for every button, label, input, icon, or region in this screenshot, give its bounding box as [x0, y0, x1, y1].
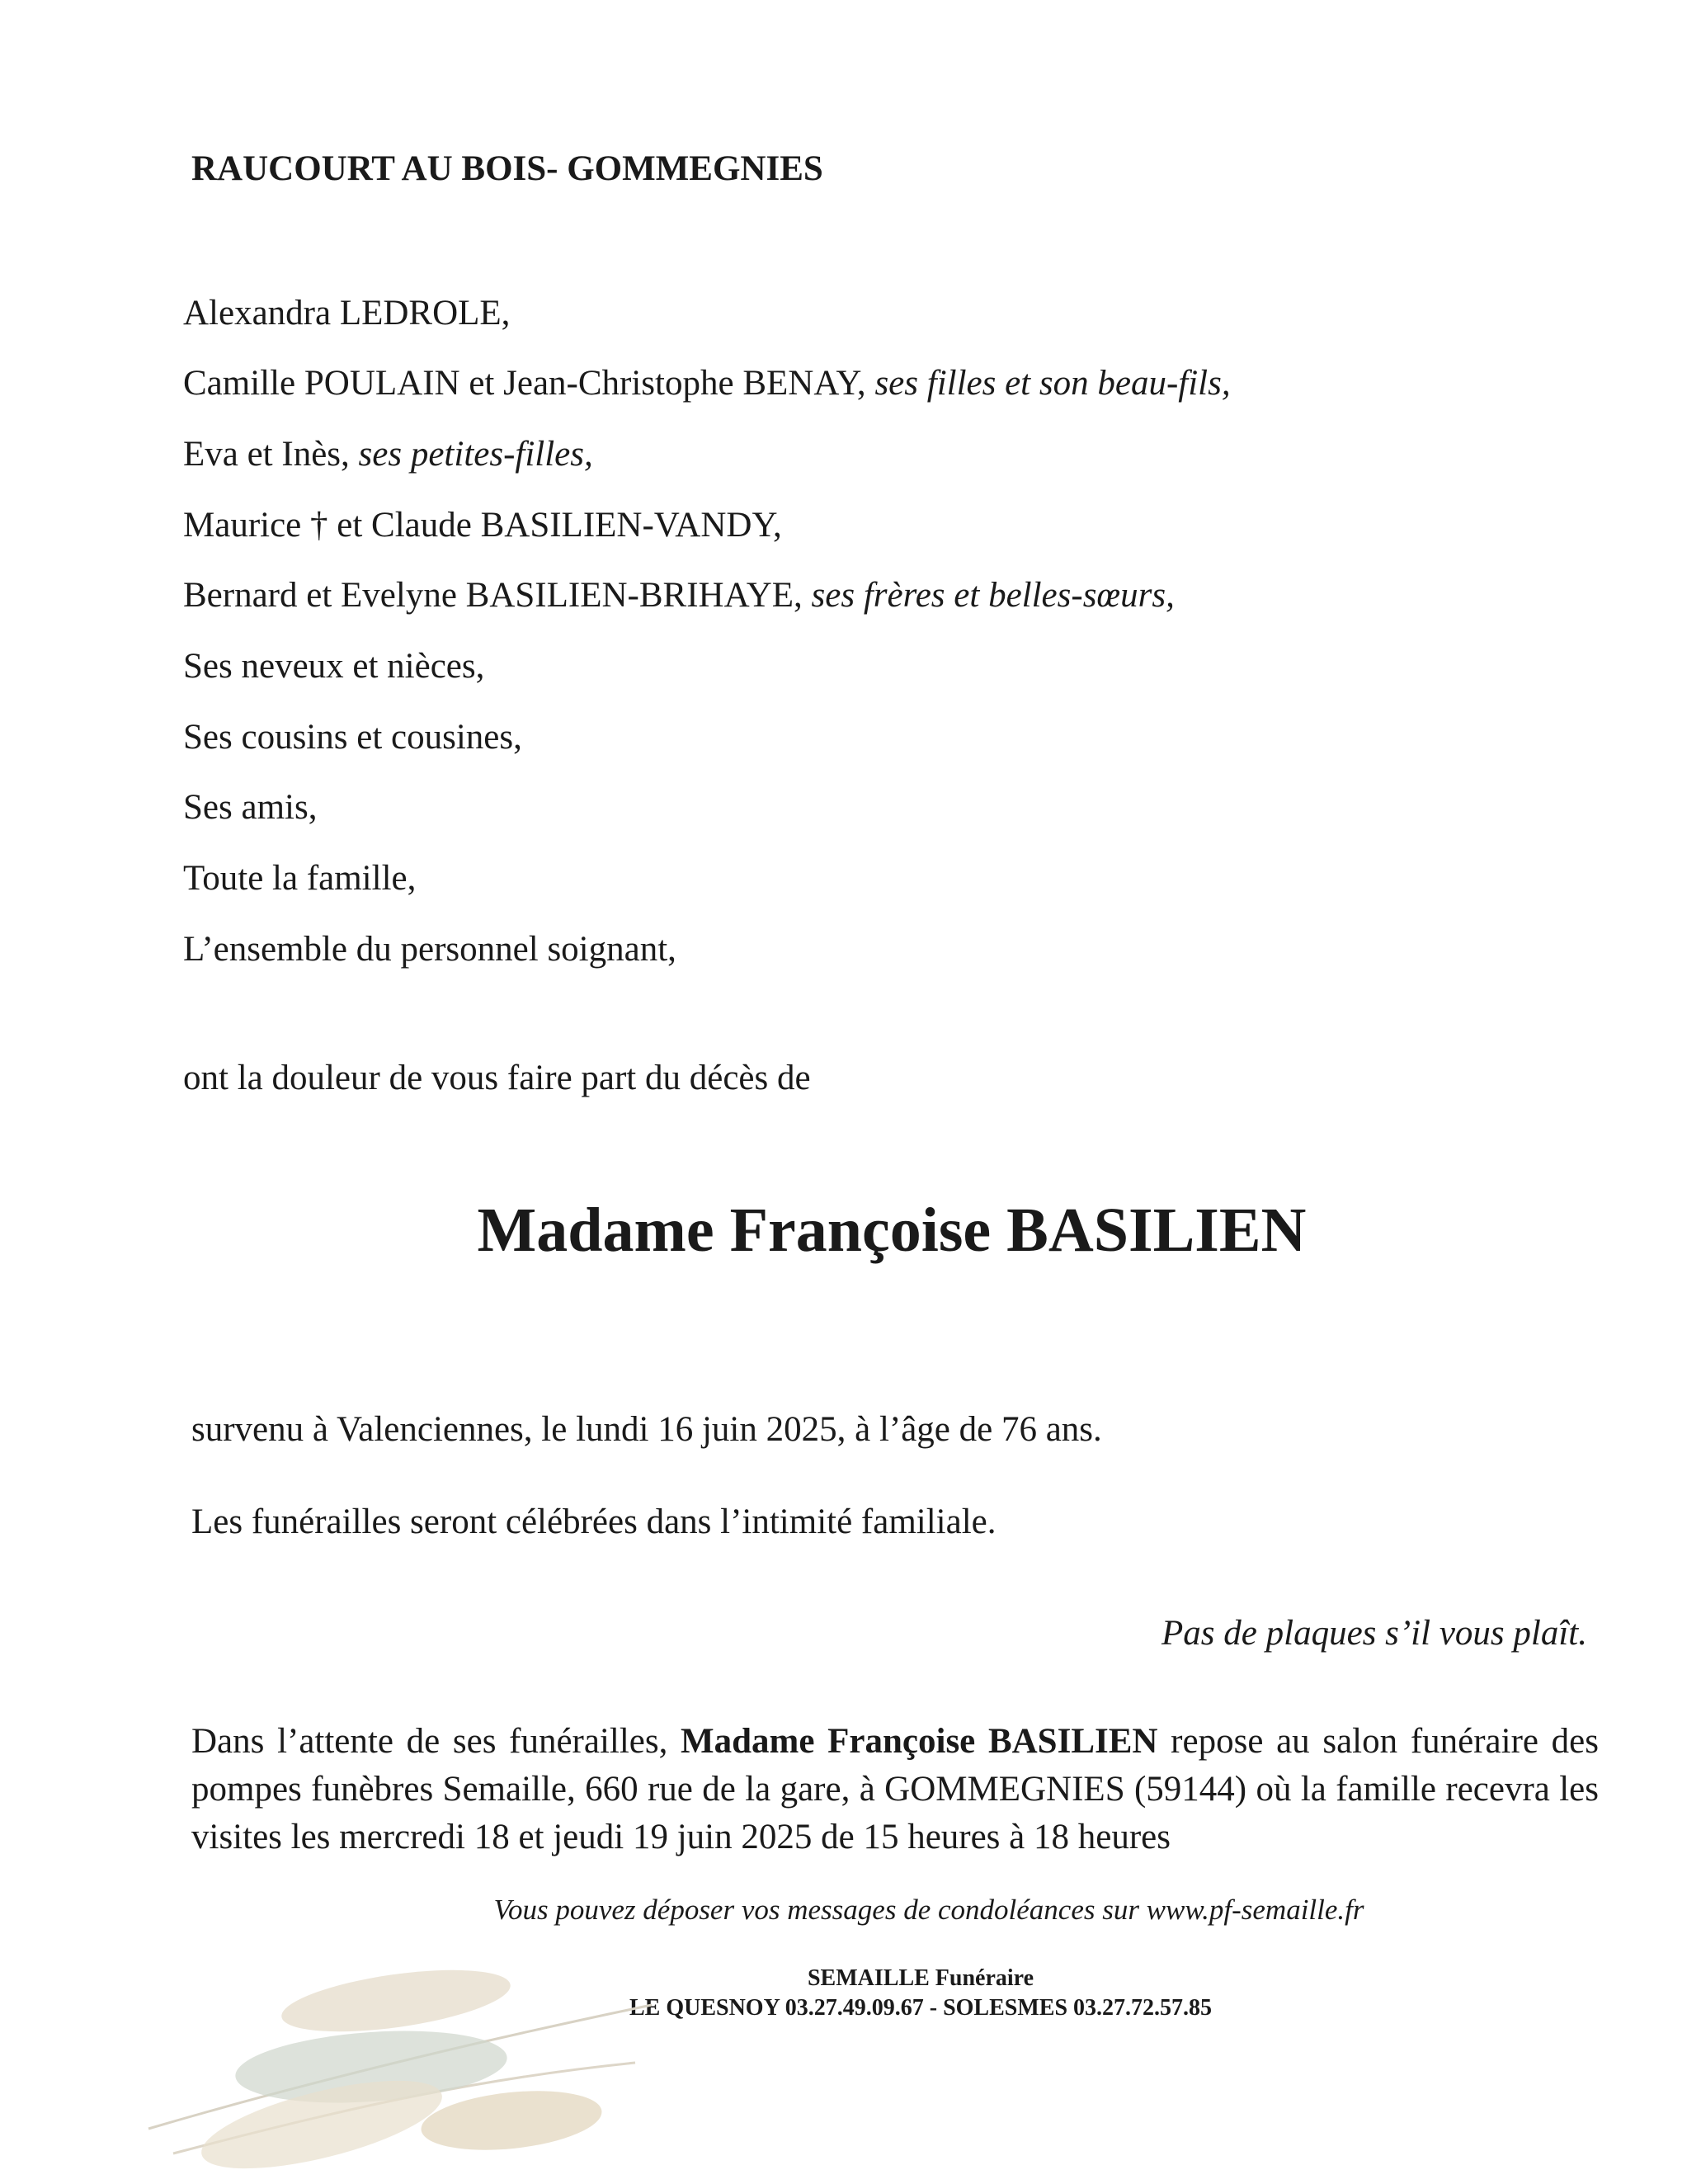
- family-line: Alexandra LEDROLE,: [183, 294, 511, 333]
- family-line: Ses amis,: [183, 788, 318, 827]
- family-line: Maurice † et Claude BASILIEN-VANDY,: [183, 506, 782, 545]
- header-town: RAUCOURT AU BOIS- GOMMEGNIES: [191, 149, 823, 188]
- family-line: Toute la famille,: [183, 859, 417, 898]
- viewing-paragraph: Dans l’attente de ses funérailles, Madame Françoise BASILIEN repose au salon funéraire des pompes funèbres Semaille, 660 rue de la gare, à GOMMEGNIES (59144) où la famille recevra les visites les mercredi 18 et jeudi 19 juin 2025 de 15 heures à 18 heures: [191, 1722, 1599, 1856]
- family-line: Ses neveux et nièces,: [183, 647, 485, 686]
- no-plaques-note: Pas de plaques s’il vous plaît.: [1161, 1614, 1587, 1653]
- funeral-info: Les funérailles seront célébrées dans l’intimité familiale.: [191, 1502, 997, 1541]
- announcement-intro: ont la douleur de vous faire part du décès de: [183, 1059, 811, 1097]
- family-line: Ses cousins et cousines,: [183, 718, 522, 757]
- family-line: Camille POULAIN et Jean-Christophe BENAY, ses filles et son beau-fils,: [183, 364, 1231, 403]
- condolences-note: Vous pouvez déposer vos messages de condoléances sur www.pf-semaille.fr: [493, 1894, 1364, 1926]
- family-line: L’ensemble du personnel soignant,: [183, 930, 676, 969]
- dried-grass-illustration: [124, 1955, 701, 2178]
- funeral-home-name: SEMAILLE Funéraire: [807, 1965, 1034, 1991]
- deceased-name: Madame Françoise BASILIEN: [477, 1196, 1307, 1265]
- family-line: Eva et Inès, ses petites-filles,: [183, 435, 593, 474]
- death-info: survenu à Valenciennes, le lundi 16 juin 2025, à l’âge de 76 ans.: [191, 1410, 1102, 1449]
- funeral-home-phones: LE QUESNOY 03.27.49.09.67 - SOLESMES 03.27.72.57.85: [629, 1995, 1213, 2021]
- family-line: Bernard et Evelyne BASILIEN-BRIHAYE, ses frères et belles-sœurs,: [183, 576, 1175, 615]
